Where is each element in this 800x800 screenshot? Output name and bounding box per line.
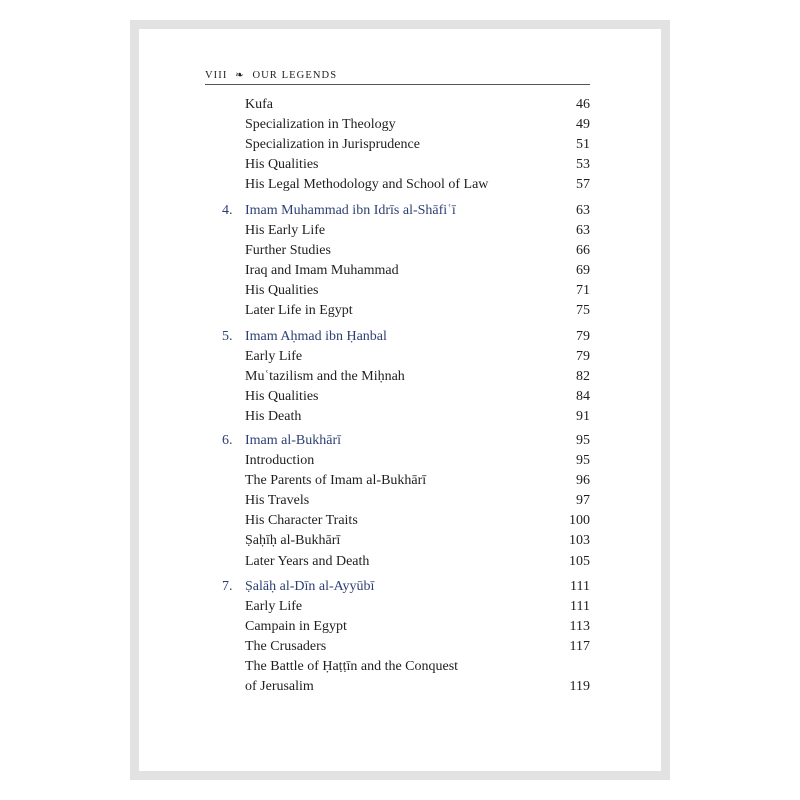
toc-entry (222, 95, 590, 115)
toc-chapter-entry (222, 577, 590, 597)
entry-title: Early Life (245, 349, 303, 364)
toc-entry (222, 637, 590, 657)
entry-title: of Jerusalim (245, 679, 314, 694)
entry-title: Early Life (245, 599, 303, 614)
entry-title: Later Years and Death (245, 554, 370, 569)
toc-entry (222, 155, 590, 175)
entry-title: His Qualities (245, 283, 319, 298)
page-number: 84 (576, 389, 590, 404)
page-number: 82 (576, 369, 590, 384)
entry-title: His Qualities (245, 157, 319, 172)
toc-chapter-entry (222, 201, 590, 221)
toc-entry (222, 221, 590, 241)
chapter-number: 5. (222, 329, 233, 344)
page-number: 103 (569, 533, 590, 548)
entry-title: Further Studies (245, 243, 331, 258)
toc-entry (222, 301, 590, 321)
toc-entry (222, 511, 590, 531)
toc-entry (222, 387, 590, 407)
toc-entry (222, 281, 590, 301)
entry-title: His Death (245, 409, 302, 424)
toc-entry (222, 491, 590, 511)
page-number: 63 (576, 203, 590, 218)
toc-entry (222, 677, 590, 697)
chapter-number: 7. (222, 579, 233, 594)
toc-chapter-entry (222, 431, 590, 451)
entry-title: His Character Traits (245, 513, 358, 528)
entry-title: Ṣaḥīḥ al-Bukhārī (245, 533, 341, 548)
entry-title: His Legal Methodology and School of Law (245, 177, 489, 192)
page-number: 69 (576, 263, 590, 278)
page-number: 71 (576, 283, 590, 298)
chapter-number: 4. (222, 203, 233, 218)
page-number: 66 (576, 243, 590, 258)
page-number: 53 (576, 157, 590, 172)
toc-entry (222, 597, 590, 617)
page-number: 79 (576, 329, 590, 344)
entry-title: Specialization in Jurisprudence (245, 137, 420, 152)
entry-title: Iraq and Imam Muhammad (245, 263, 399, 278)
entry-title: His Early Life (245, 223, 326, 238)
page-number: 57 (576, 177, 590, 192)
toc-entry (222, 451, 590, 471)
entry-title: Imam Muhammad ibn Idrīs al-Shāfiʿī (245, 203, 456, 218)
entry-title: Specialization in Theology (245, 117, 396, 132)
entry-title: Imam al-Bukhārī (245, 433, 342, 448)
fleuron-icon: ❧ (235, 70, 245, 81)
toc-chapter-entry (222, 327, 590, 347)
page-number: 91 (576, 409, 590, 424)
entry-title: Muʿtazilism and the Miḥnah (245, 369, 405, 384)
entry-title: Kufa (245, 97, 273, 112)
page-number: 51 (576, 137, 590, 152)
page-number: 100 (569, 513, 590, 528)
entry-title: Ṣalāḥ al-Dīn al-Ayyūbī (245, 579, 375, 594)
toc-entry (222, 471, 590, 491)
page-number: 79 (576, 349, 590, 364)
page-number: 63 (576, 223, 590, 238)
page-number: 113 (569, 619, 590, 634)
page-number: 46 (576, 97, 590, 112)
entry-title: Later Life in Egypt (245, 303, 353, 318)
toc-entry (222, 407, 590, 427)
page-number: 119 (569, 679, 590, 694)
toc-entry (222, 261, 590, 281)
toc-entry (222, 347, 590, 367)
page-number: 95 (576, 433, 590, 448)
toc-entry (222, 115, 590, 135)
toc-entry (222, 552, 590, 572)
entry-title: Introduction (245, 453, 315, 468)
folio-number: VIII (205, 70, 228, 81)
entry-title: The Battle of Ḥaṭṭīn and the Conquest (245, 659, 459, 674)
page-number: 95 (576, 453, 590, 468)
chapter-number: 6. (222, 433, 233, 448)
entry-title: Campain in Egypt (245, 619, 347, 634)
entry-title: The Parents of Imam al-Bukhārī (245, 473, 427, 488)
page-number: 75 (576, 303, 590, 318)
page-number: 111 (570, 579, 590, 594)
page-number: 117 (569, 639, 590, 654)
running-head-title: OUR LEGENDS (252, 70, 338, 81)
entry-title: His Qualities (245, 389, 319, 404)
entry-title: Imam Aḥmad ibn Ḥanbal (245, 329, 387, 344)
toc-entry (222, 617, 590, 637)
page-number: 96 (576, 473, 590, 488)
entry-title: The Crusaders (245, 639, 327, 654)
toc-entry (222, 175, 590, 195)
page-number: 49 (576, 117, 590, 132)
toc-entry (222, 531, 590, 551)
toc-entry (222, 241, 590, 261)
page-number: 97 (576, 493, 590, 508)
entry-title: His Travels (245, 493, 310, 508)
toc-entry (222, 367, 590, 387)
toc-entry (222, 657, 590, 677)
page-number: 105 (569, 554, 590, 569)
toc-entry (222, 135, 590, 155)
page-number: 111 (570, 599, 590, 614)
